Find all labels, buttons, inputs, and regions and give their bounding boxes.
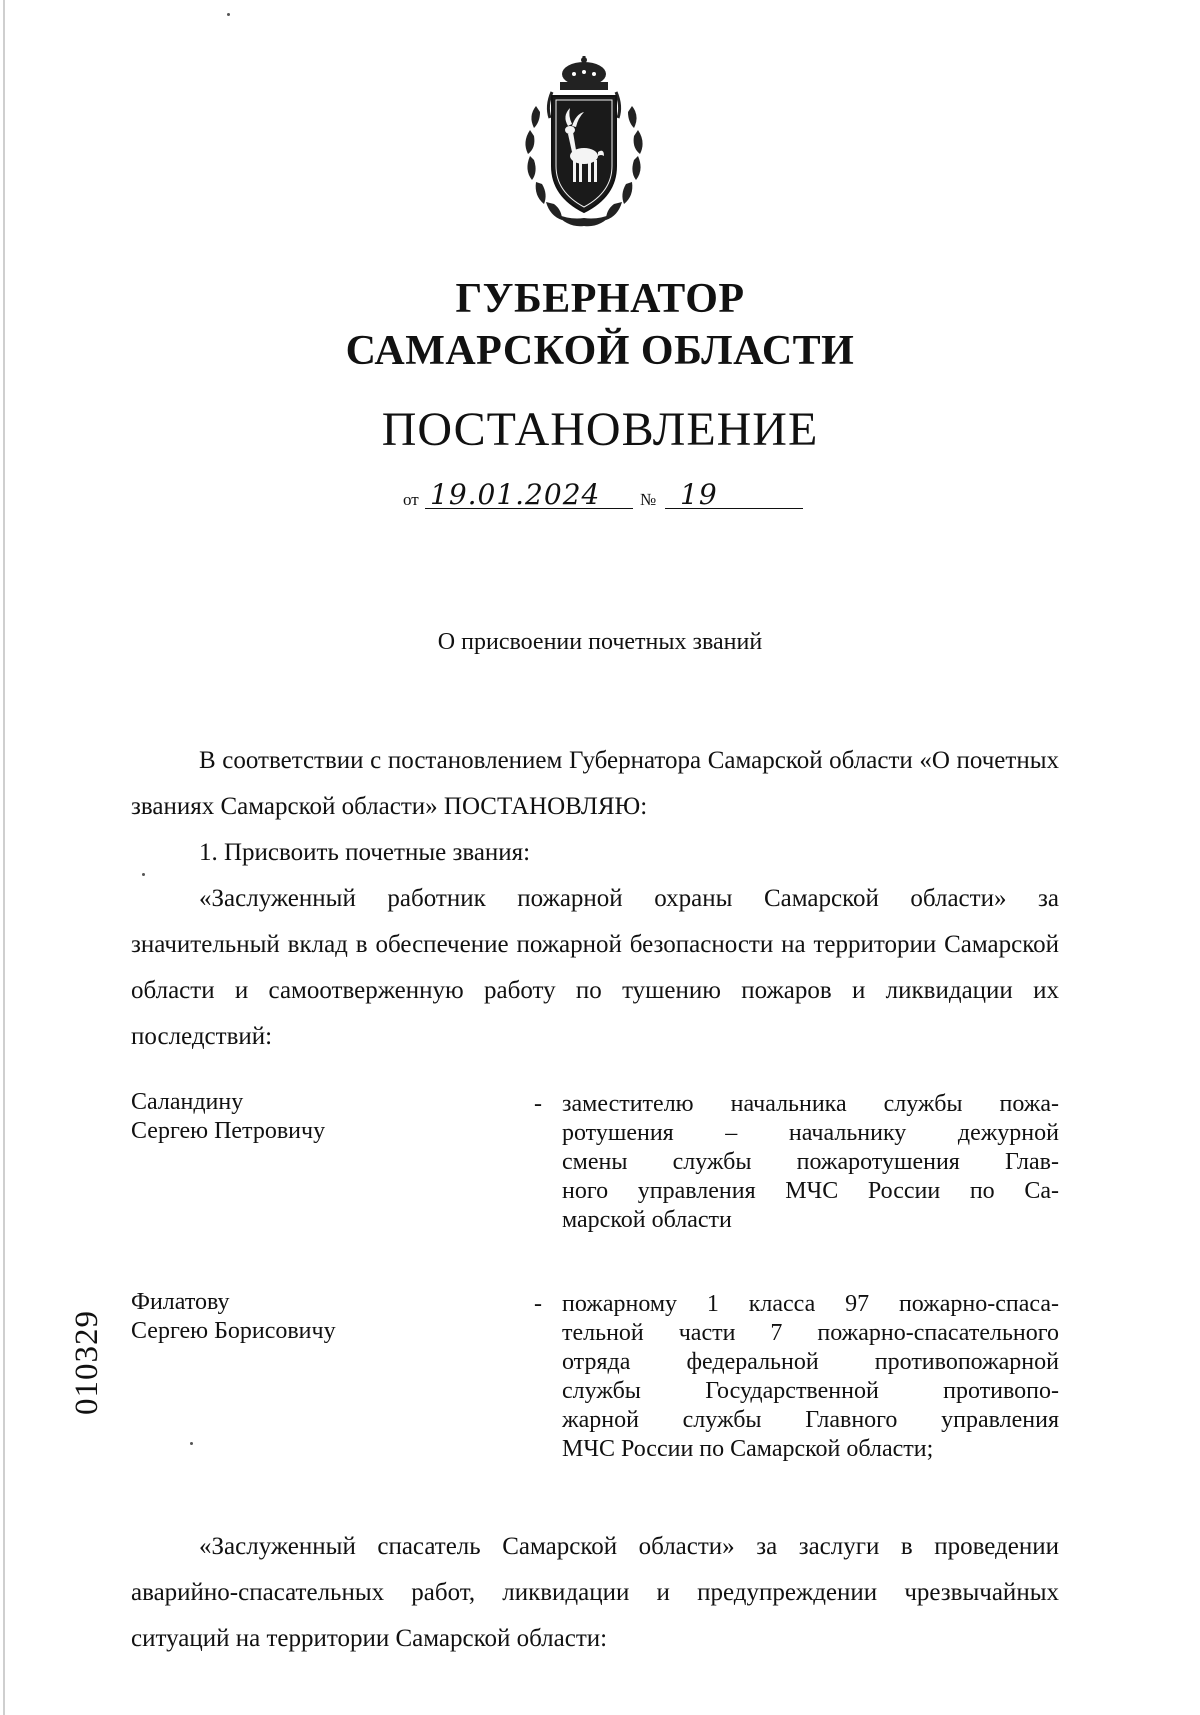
org-title-line1: ГУБЕРНАТОР bbox=[455, 276, 745, 322]
position-line: жарной службы Главного управления bbox=[562, 1407, 1059, 1433]
recipient-given-name: Сергею Борисовичу bbox=[131, 1318, 336, 1344]
position-line: пожарному 1 класса 97 пожарно-спаса- bbox=[562, 1291, 1059, 1317]
date-number-row bbox=[0, 478, 1200, 512]
number-underline bbox=[665, 508, 803, 509]
position-line: заместителю начальника службы пожа- bbox=[562, 1091, 1059, 1117]
honorary-title-rescuer: «Заслуженный спасатель Самарской области» за заслуги в проведении аварийно-спасательных работ, ликвидации и предупреждении чрезвычайных ситуаций на территории Самарской области: bbox=[131, 1533, 1059, 1652]
coat-of-arms-icon bbox=[516, 56, 652, 248]
scan-speck bbox=[190, 1442, 193, 1445]
document-date: 19.01.2024 bbox=[430, 478, 601, 511]
honorary-title-fire-protection: «Заслуженный работник пожарной охраны Самарской области» за значительный вклад в обеспечение пожарной безопасности на территории Самарской области и самоотверженную работу по тушению пожаров и ликвидации их последствий: bbox=[131, 885, 1059, 1050]
recipient-2-name bbox=[131, 1288, 336, 1346]
item-1: 1. Присвоить почетные звания: bbox=[199, 839, 531, 866]
position-line: службы Государственной противопо- bbox=[562, 1378, 1059, 1404]
scan-edge bbox=[3, 0, 5, 1715]
recipient-1-dash: - bbox=[534, 1091, 542, 1117]
scan-speck bbox=[227, 13, 230, 16]
position-line: отряда федеральной противопожарной bbox=[562, 1349, 1059, 1375]
date-underline bbox=[425, 508, 633, 509]
document-number: 19 bbox=[680, 478, 718, 511]
from-label: от bbox=[403, 490, 419, 509]
recipient-1-position bbox=[562, 1090, 1059, 1235]
serial-number: 010329 bbox=[69, 1310, 105, 1415]
recipient-surname: Саландину bbox=[131, 1089, 244, 1115]
recipient-1-name bbox=[131, 1088, 325, 1146]
position-line: ротушения – начальнику дежурной bbox=[562, 1120, 1059, 1146]
recipient-2-position bbox=[562, 1290, 1059, 1464]
scan-speck bbox=[142, 873, 145, 876]
intro-paragraph: В соответствии с постановлением Губернатора Самарской области «О почетных званиях Самарской области» ПОСТАНОВЛЯЮ: bbox=[131, 747, 1059, 820]
position-line: МЧС России по Самарской области; bbox=[562, 1436, 934, 1462]
position-line: марской области bbox=[562, 1207, 732, 1233]
position-line: тельной части 7 пожарно-спасательного bbox=[562, 1320, 1059, 1346]
position-line: ного управления МЧС России по Са- bbox=[562, 1178, 1059, 1204]
document-type: ПОСТАНОВЛЕНИЕ bbox=[381, 403, 819, 456]
number-label: № bbox=[640, 490, 657, 509]
recipient-given-name: Сергею Петровичу bbox=[131, 1118, 326, 1144]
document-subject: О присвоении почетных званий bbox=[437, 629, 763, 655]
recipient-2-dash: - bbox=[534, 1291, 542, 1317]
recipient-surname: Филатову bbox=[131, 1289, 230, 1315]
org-title-line2: САМАРСКОЙ ОБЛАСТИ bbox=[345, 328, 855, 374]
position-line: смены службы пожаротушения Глав- bbox=[562, 1149, 1059, 1175]
